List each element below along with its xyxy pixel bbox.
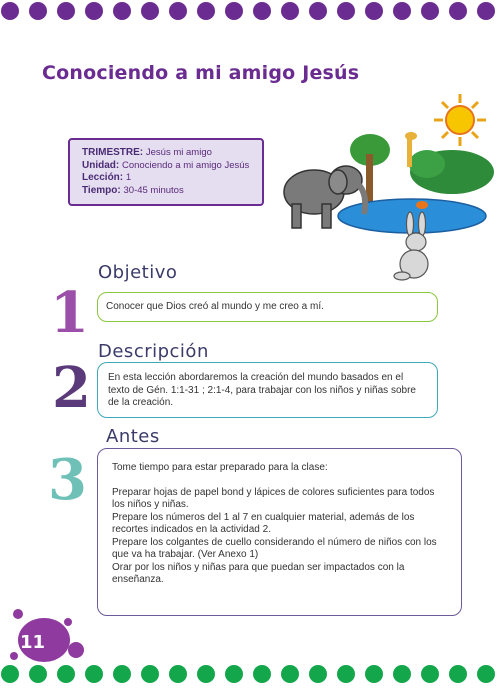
leccion-value: 1 xyxy=(125,172,132,183)
tiempo-label: Tiempo: xyxy=(82,184,121,196)
descripcion-text: En esta lección abordaremos la creación del mundo basados en el texto de Gén. 1:1-31 ; 2:1-4, para trabajar con los niños y niñas sobre de la creación. xyxy=(108,372,416,408)
trimestre-label: TRIMESTRE: xyxy=(82,147,144,158)
lesson-info-box xyxy=(68,138,264,206)
objetivo-text: Conocer que Dios creó al mundo y me creo a mí. xyxy=(106,301,324,312)
creation-illustration xyxy=(262,92,498,282)
antes-line: Orar por los niños y niñas para que puedan ser impactados con la enseñanza. xyxy=(112,561,405,585)
antes-line: Prepare los colgantes de cuello considerando el número de niños con los que va ha trabajar. (Ver Anexo 1) xyxy=(112,536,437,560)
top-dot-border xyxy=(0,0,499,30)
section-number-1: 1 xyxy=(50,280,89,346)
leccion-label: Lección: xyxy=(82,172,124,183)
objetivo-box xyxy=(97,292,438,322)
page-number-splash xyxy=(6,604,88,668)
lesson-title: Conociendo a mi amigo Jesús xyxy=(42,62,360,84)
page-number: 11 xyxy=(20,632,46,653)
antes-line: Prepare los números del 1 al 7 en cualquier material, además de los recortes indicados en la actividad 2. xyxy=(112,511,415,535)
section-number-2: 2 xyxy=(52,355,91,421)
tiempo-value: 30-45 minutos xyxy=(123,184,184,196)
section-heading-antes: Antes xyxy=(106,426,160,447)
section-heading-objetivo: Objetivo xyxy=(98,262,178,283)
unidad-label: Unidad: xyxy=(82,159,120,171)
section-heading-descripcion: Descripción xyxy=(98,341,209,362)
unidad-value: Conociendo a mi amigo Jesús xyxy=(122,159,250,171)
antes-line: Preparar hojas de papel bond y lápices de colores suficientes para todos los niños y niñas. xyxy=(112,486,435,510)
trimestre-value: Jesús mi amigo xyxy=(145,147,212,158)
bird-icon xyxy=(416,201,428,209)
sun-icon xyxy=(434,94,486,146)
trees-icon xyxy=(350,134,494,202)
descripcion-box xyxy=(97,362,438,418)
antes-box xyxy=(97,448,462,616)
antes-line: Tome tiempo para estar preparado para la clase: xyxy=(112,462,328,473)
section-number-3: 3 xyxy=(48,447,87,513)
bottom-dot-border xyxy=(0,662,499,688)
